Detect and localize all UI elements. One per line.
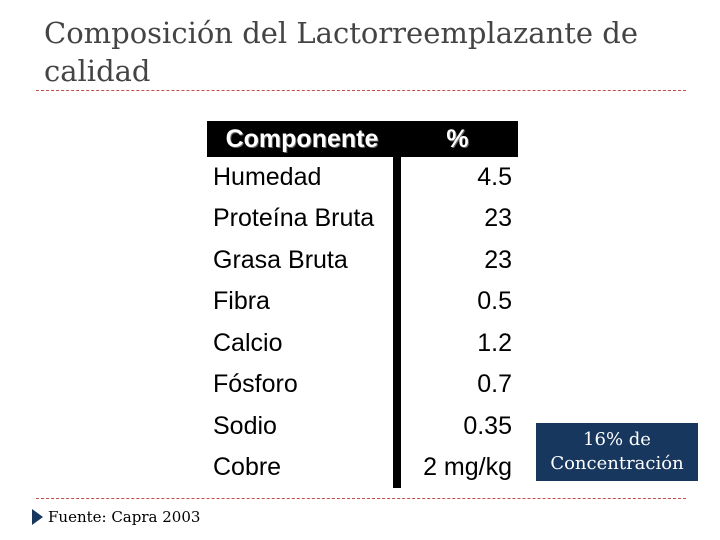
composition-table bbox=[207, 121, 518, 488]
row-value: 1.2 bbox=[397, 323, 518, 365]
bottom-divider bbox=[36, 498, 686, 499]
row-name: Proteína Bruta bbox=[207, 198, 397, 240]
source-note bbox=[32, 508, 200, 526]
table-row bbox=[207, 447, 518, 488]
row-value: 0.35 bbox=[397, 406, 518, 448]
row-value: 2 mg/kg bbox=[397, 447, 518, 488]
triangle-right-icon bbox=[32, 509, 43, 525]
row-value: 23 bbox=[397, 240, 518, 282]
row-value: 23 bbox=[397, 198, 518, 240]
concentration-badge bbox=[536, 423, 698, 481]
row-name: Grasa Bruta bbox=[207, 240, 397, 282]
row-name: Calcio bbox=[207, 323, 397, 365]
row-name: Fibra bbox=[207, 281, 397, 323]
row-name: Fósforo bbox=[207, 364, 397, 406]
badge-line-1: 16% de bbox=[583, 429, 651, 450]
table-row bbox=[207, 240, 518, 282]
table-row bbox=[207, 406, 518, 448]
table-row bbox=[207, 323, 518, 365]
table-header-row bbox=[207, 121, 518, 157]
row-value: 0.7 bbox=[397, 364, 518, 406]
source-text: Fuente: Capra 2003 bbox=[48, 508, 201, 526]
table-row bbox=[207, 364, 518, 406]
table-row bbox=[207, 281, 518, 323]
row-name: Humedad bbox=[207, 157, 397, 198]
row-value: 0.5 bbox=[397, 281, 518, 323]
top-divider bbox=[36, 90, 686, 91]
row-value: 4.5 bbox=[397, 157, 518, 198]
header-percent: % bbox=[446, 124, 469, 153]
header-component: Componente bbox=[225, 124, 379, 153]
slide-title: Composición del Lactorreemplazante de calidad bbox=[44, 16, 639, 88]
row-name: Sodio bbox=[207, 406, 397, 448]
table-row bbox=[207, 157, 518, 198]
table-row bbox=[207, 198, 518, 240]
badge-line-2: Concentración bbox=[550, 453, 684, 474]
row-name: Cobre bbox=[207, 447, 397, 488]
